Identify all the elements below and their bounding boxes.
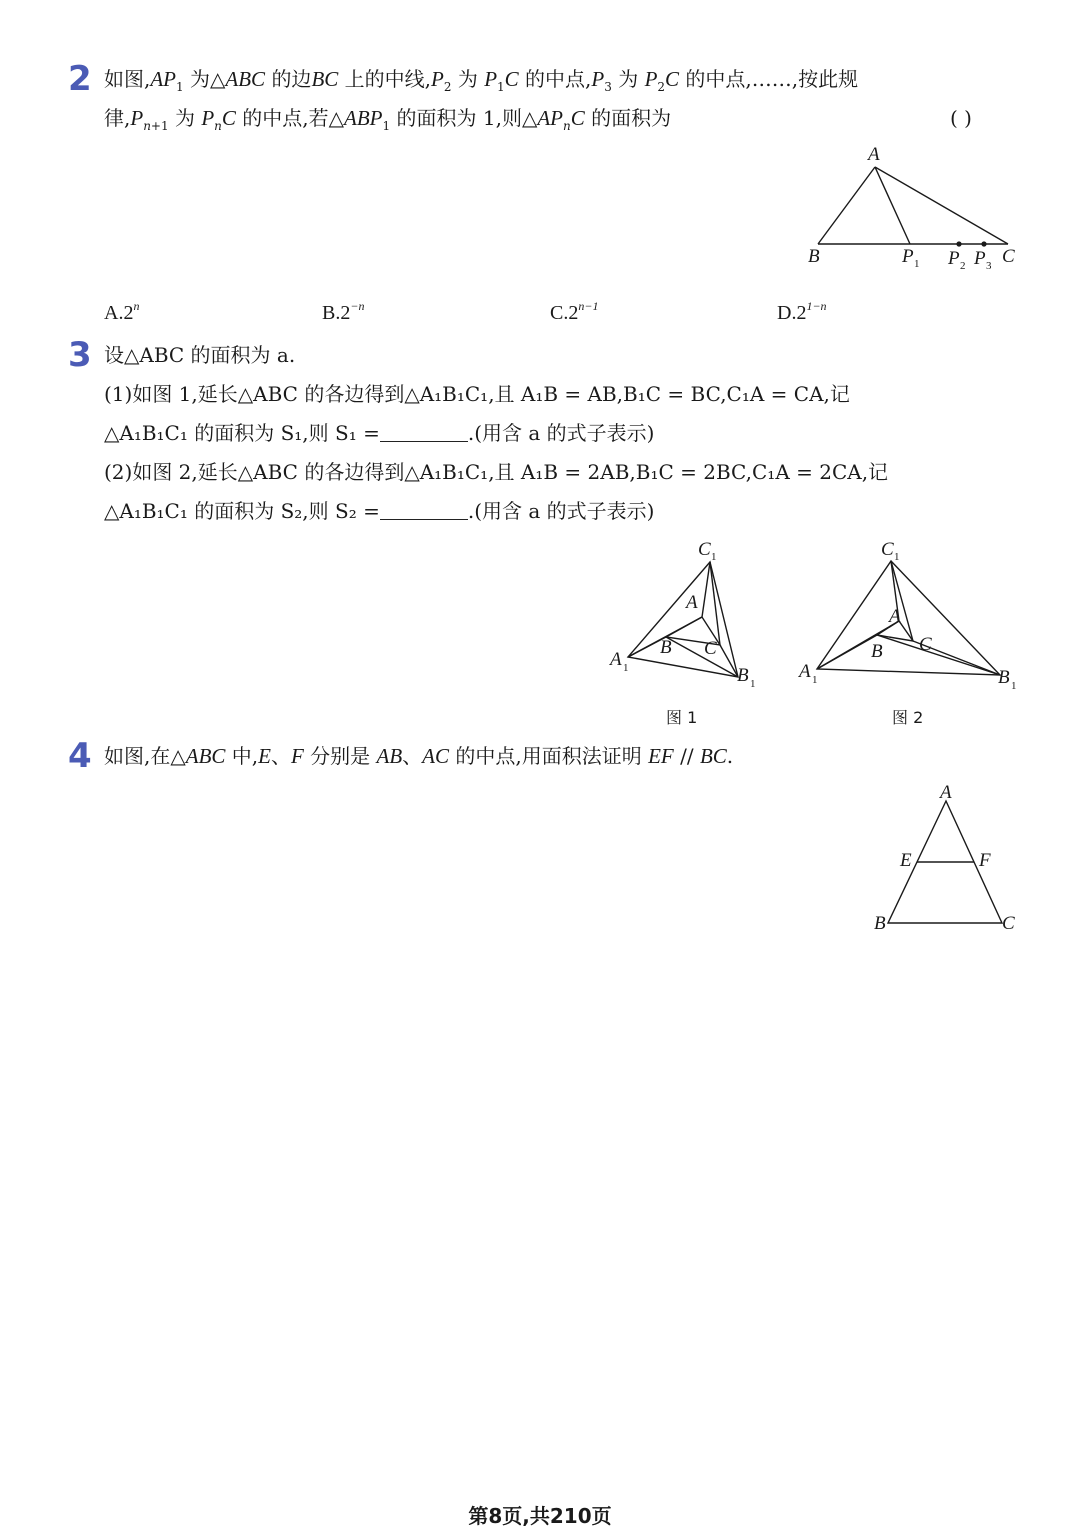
- svg-text:E: E: [900, 850, 912, 871]
- page-footer: 第8页,共210页: [468, 1504, 612, 1528]
- svg-text:B: B: [871, 641, 883, 662]
- point-p2: [956, 241, 961, 246]
- svg-text:B: B: [660, 637, 672, 658]
- svg-text:A: A: [889, 606, 901, 627]
- label-a: A: [868, 144, 880, 165]
- answer-blank-s2[interactable]: [380, 501, 468, 520]
- option-b: $B.2^{-n}$: [322, 299, 365, 324]
- svg-text:C: C: [704, 638, 717, 659]
- segment-ac: [875, 167, 1008, 244]
- question-4-figure: [860, 780, 1030, 940]
- option-d: $D.2^{1-n}$: [777, 299, 827, 324]
- question-2-line-2: 律$,P_{n+1}$ 为 $P_nC$ 的中点,若$\triangle ABP_1$ 的面积为 1,则$\triangle AP_nC$ 的面积为: [104, 106, 672, 133]
- question-2-line-1: 如图$,AP_1$ 为△ABC 的边BC 上的中线$,P_2$ 为 $P_1C$ 的中点$,P_3$ 为 $P_2C$ 的中点,……,按此规: [104, 67, 859, 94]
- answer-blank-s1[interactable]: [380, 423, 468, 442]
- svg-text:1: 1: [812, 674, 818, 686]
- svg-text:A: A: [940, 782, 952, 803]
- question-4-text: 如图,在△ABC 中,E、F 分别是 AB、AC 的中点,用面积法证明 EF // BC.: [104, 744, 734, 768]
- segment-ab: [818, 167, 875, 244]
- svg-text:C: C: [919, 634, 932, 655]
- triangle-a1b1c1: [628, 562, 738, 677]
- question-3-part-2-line-2: △A₁B₁C₁ 的面积为 S₂,则 S₂ = .(用含 a 的式子表示): [104, 499, 655, 523]
- svg-text:B: B: [737, 665, 749, 686]
- svg-text:C: C: [698, 539, 711, 560]
- svg-text:1: 1: [711, 551, 717, 563]
- svg-text:1: 1: [914, 258, 920, 270]
- svg-text:F: F: [979, 850, 991, 871]
- question-3-part-1-line-2: △A₁B₁C₁ 的面积为 S₁,则 S₁ = .(用含 a 的式子表示): [104, 421, 655, 445]
- question-2-figure: [800, 140, 1030, 280]
- figure-2-caption: 图 2: [892, 708, 924, 727]
- question-3-part-2-line-1: (2)如图 2,延长△ABC 的各边得到△A₁B₁C₁,且 A₁B = 2AB,B₁C = 2BC,C₁A = 2CA,记: [104, 460, 889, 484]
- svg-text:A: A: [686, 592, 698, 613]
- svg-text:1: 1: [894, 551, 900, 563]
- svg-text:3: 3: [986, 260, 992, 272]
- svg-text:A: A: [799, 661, 811, 682]
- svg-text:1: 1: [750, 678, 756, 690]
- option-c: $C.2^{n-1}$: [550, 299, 599, 324]
- svg-text:B: B: [874, 913, 886, 934]
- question-2-answer-paren: ( ): [950, 106, 972, 130]
- triangle-a1b1c1: [817, 561, 1000, 675]
- label-c: C: [1002, 246, 1015, 267]
- label-p2: P: [948, 248, 960, 269]
- question-3-part-1-line-1: (1)如图 1,延长△ABC 的各边得到△A₁B₁C₁,且 A₁B = AB,B₁C = BC,C₁A = CA,记: [104, 382, 850, 406]
- svg-text:1: 1: [623, 662, 629, 674]
- label-p3: P: [974, 248, 986, 269]
- question-3-figure-1: [600, 535, 770, 695]
- svg-text:B: B: [998, 667, 1010, 688]
- question-4-number: 4: [68, 736, 92, 776]
- point-p3: [981, 241, 986, 246]
- svg-text:2: 2: [960, 260, 966, 272]
- question-3-stem: 设△ABC 的面积为 a.: [104, 343, 296, 367]
- question-2-number: 2: [68, 59, 92, 99]
- svg-text:C: C: [881, 539, 894, 560]
- label-b: B: [808, 246, 820, 267]
- segment-ap1: [875, 167, 910, 244]
- label-p1: P: [902, 246, 914, 267]
- svg-text:1: 1: [1011, 680, 1017, 692]
- option-a: A.2$^n$: [104, 299, 140, 324]
- svg-text:A: A: [610, 649, 622, 670]
- figure-1-caption: 图 1: [666, 708, 698, 727]
- question-3-number: 3: [68, 335, 92, 375]
- question-3-figure-2: [795, 535, 1025, 695]
- svg-text:C: C: [1002, 913, 1015, 934]
